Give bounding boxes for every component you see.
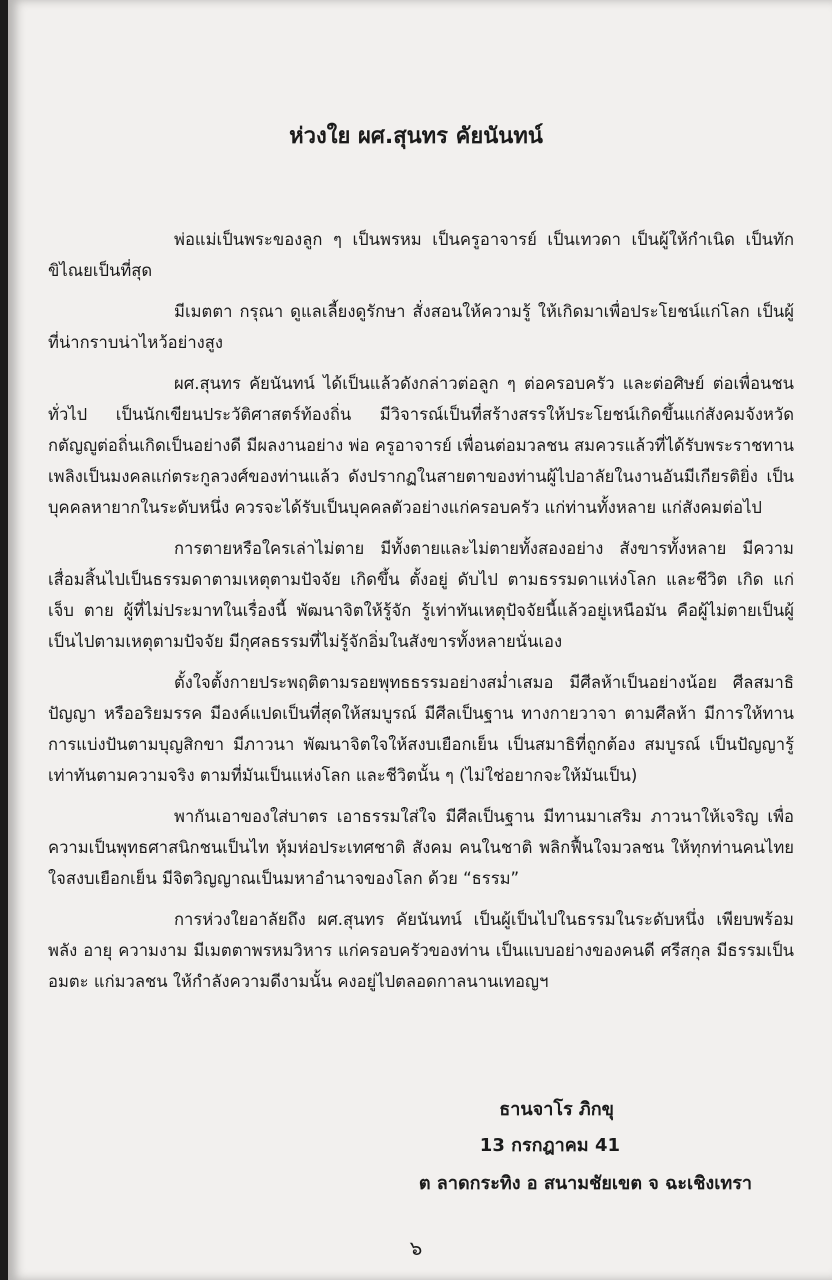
paragraph: ผศ.สุนทร คัยนันทน์ ได้เป็นแล้วดังกล่าวต่อลูก ๆ ต่อครอบครัว และต่อศิษย์ ต่อเพื่อนชนทั่วไป เป็นนักเขียนประวัติศาสตร์ท้องถิ่น มีวิจารณ์เป็นที่สร้างสรรให้ประโยชน์เกิดขึ้นแก่สังคมจังหวัด กตัญญูต่อถิ่นเกิดเป็นอย่างดี มีผลงานอย่าง พ่อ ครูอาจารย์ เพื่อนต่อมวลชน สมควรแล้วที่ได้รับพระราชทานเพลิงเป็นมงคลแก่ตระกูลวงศ์ของท่านแล้ว ดังปรากฏในสายตาของท่านผู้ไปอาลัยในงานอันมีเกียรติยิ่ง เป็นบุคคลหายากในระดับหนึ่ง ควรจะได้รับเป็นบุคคลตัวอย่างแก่ครอบครัว แก่ท่านทั้งหลาย แก่สังคมต่อไป: [48, 374, 794, 517]
paragraph: พ่อแม่เป็นพระของลูก ๆ เป็นพรหม เป็นครูอาจารย์ เป็นเทวดา เป็นผู้ให้กำเนิด เป็นทักขิไณยเป็นที่สุด: [48, 230, 794, 280]
paragraph: มีเมตตา กรุณา ดูแลเลี้ยงดูรักษา สั่งสอนให้ความรู้ ให้เกิดมาเพื่อประโยชน์แก่โลก เป็นผู้ที่น่ากราบน่าไหว้อย่างสูง: [48, 302, 794, 352]
signature-name: ธานจาโร ภิกขุ: [499, 1099, 614, 1120]
paragraph: ตั้งใจตั้งกายประพฤติตามรอยพุทธธรรมอย่างสม่ำเสมอ มีศีลห้าเป็นอย่างน้อย ศีลสมาธิ ปัญญา หรืออริยมรรค มีองค์แปดเป็นที่สุดให้สมบูรณ์ มีศีลเป็นฐาน ทางกายวาจา ตามศีลห้า มีการให้ทาน การแบ่งปันตามบุญสิกขา มีภาวนา พัฒนาจิตใจให้สงบเยือกเย็น เป็นสมาธิที่ถูกต้อง สมบูรณ์ เป็นปัญญารู้เท่าทันตามความจริง ตามที่มันเป็นแห่งโลก และชีวิตนั้น ๆ (ไม่ใช่อยากจะให้มันเป็น): [48, 673, 794, 785]
signature-address: ต ลาดกระทิง อ สนามชัยเขต จ ฉะเชิงเทรา: [418, 1173, 752, 1194]
signature-date: 13 กรกฎาคม 41: [479, 1135, 620, 1156]
paragraph: การตายหรือใครเล่าไม่ตาย มีทั้งตายและไม่ตายทั้งสองอย่าง สังขารทั้งหลาย มีความเสื่อมสิ้นไปเป็นธรรมดาตามเหตุตามปัจจัย เกิดขึ้น ตั้งอยู่ ดับไป ตามธรรมดาแห่งโลก และชีวิต เกิด แก่ เจ็บ ตาย ผู้ที่ไม่ประมาทในเรื่องนี้ พัฒนาจิตให้รู้จัก รู้เท่าทันเหตุปัจจัยนี้แล้วอยู่เหนือมัน คือผู้ไม่ตายเป็นผู้เป็นไปตามเหตุตามปัจจัย มีกุศลธรรมที่ไม่รู้จักอิ่มในสังขารทั้งหลายนั่นเอง: [48, 539, 794, 651]
page-number: ๖: [409, 1236, 423, 1260]
page-title: ห่วงใย ผศ.สุนทร คัยนันทน์: [289, 124, 543, 149]
paragraph: พากันเอาของใส่บาตร เอาธรรมใส่ใจ มีศีลเป็นฐาน มีทานมาเสริม ภาวนาให้เจริญ เพื่อความเป็นพุทธศาสนิกชนเป็นไท หุ้มห่อประเทศชาติ สังคม คนในชาติ พลิกฟื้นใจมวลชน ให้ทุกท่านคนไทยใจสงบเยือกเย็น มีจิตวิญญาณเป็นมหาอำนาจของโลก ด้วย “ธรรม”: [48, 807, 794, 888]
paragraph: การห่วงใยอาลัยถึง ผศ.สุนทร คัยนันทน์ เป็นผู้เป็นไปในธรรมในระดับหนึ่ง เพียบพร้อม พลัง อายุ ความงาม มีเมตตาพรหมวิหาร แก่ครอบครัวของท่าน เป็นแบบอย่างของคนดี ศรีสกุล มีธรรมเป็นอมตะ แก่มวลชน ให้กำลังความดีงามนั้น คงอยู่ไปตลอดกาลนานเทอญฯ: [48, 910, 794, 991]
body-text: [48, 224, 794, 1007]
